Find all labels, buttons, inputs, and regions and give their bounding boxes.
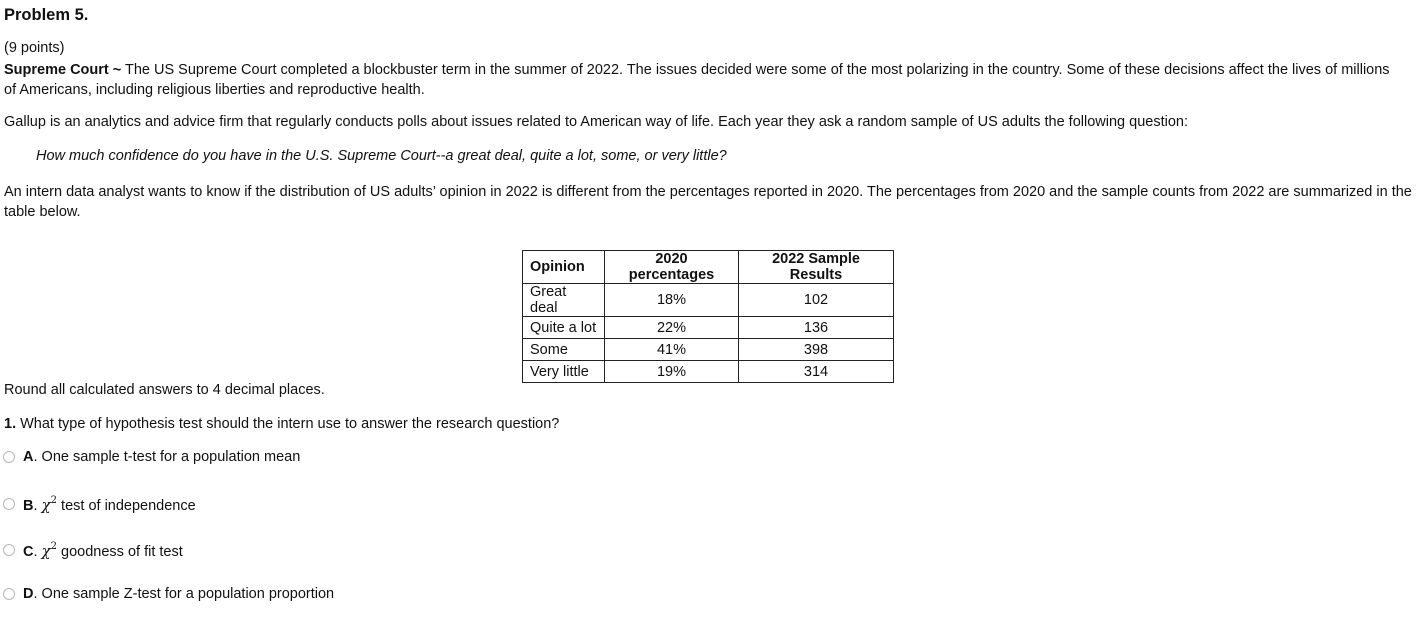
option-letter: B — [23, 497, 34, 514]
chi-superscript: 2 — [50, 540, 58, 552]
option-c[interactable] — [3, 540, 183, 560]
chi-symbol: χ — [41, 541, 51, 560]
table-cell: Some — [523, 339, 605, 361]
points-label: (9 points) — [4, 40, 65, 56]
table-cell: Great deal — [523, 284, 605, 317]
option-b[interactable] — [3, 494, 196, 514]
table-cell: 102 — [739, 284, 894, 317]
option-a-label: A. One sample t-test for a population mean — [23, 449, 301, 465]
option-d[interactable] — [3, 584, 334, 604]
survey-question: How much confidence do you have in the U.S. Supreme Court--a great deal, quite a lot, some, or very little? — [36, 148, 727, 164]
table-row — [523, 284, 894, 317]
radio-button-d[interactable] — [3, 588, 15, 600]
option-text: goodness of fit test — [57, 543, 183, 560]
intro-text: The US Supreme Court completed a blockbuster term in the summer of 2022. The issues decided were some of the most polarizing in the country. Some of these decisions affect the lives of millions of Americans, including religious liberties and reproductive health. — [4, 62, 1390, 98]
option-letter: D — [23, 586, 34, 602]
table-row — [523, 317, 894, 339]
question-number: 1. — [4, 416, 17, 432]
table-cell: 18% — [605, 284, 739, 317]
option-b-label: B. $\chi^2$ test of independence — [23, 494, 196, 514]
table-cell: 398 — [739, 339, 894, 361]
table-header-row — [523, 251, 894, 284]
radio-button-c[interactable] — [3, 544, 15, 556]
table-header: 2020 percentages — [605, 251, 739, 284]
table-row — [523, 361, 894, 383]
rounding-note: Round all calculated answers to 4 decimal places. — [4, 382, 325, 398]
radio-button-b[interactable] — [3, 498, 15, 510]
option-letter: A — [23, 449, 34, 465]
table-cell: 314 — [739, 361, 894, 383]
option-text: One sample Z-test for a population proportion — [41, 586, 335, 602]
option-a[interactable] — [3, 447, 300, 467]
option-c-label: C. $\chi^2$ goodness of fit test — [23, 540, 183, 560]
table-cell: Quite a lot — [523, 317, 605, 339]
table-cell: 136 — [739, 317, 894, 339]
table-row — [523, 339, 894, 361]
table-cell: 19% — [605, 361, 739, 383]
radio-button-a[interactable] — [3, 451, 15, 463]
option-text: test of independence — [57, 497, 196, 514]
table-header: Opinion — [523, 251, 605, 284]
table-cell: 41% — [605, 339, 739, 361]
intro-paragraph — [4, 60, 1404, 100]
analyst-paragraph: An intern data analyst wants to know if the distribution of US adults’ opinion in 2022 is different from the percentages reported in 2020. The percentages from 2020 and the sample counts from 2022 are summarized in the table below. — [4, 184, 1412, 220]
table-cell: 22% — [605, 317, 739, 339]
table-cell: Very little — [523, 361, 605, 383]
option-letter: C — [23, 543, 34, 560]
opinion-table — [522, 250, 894, 383]
problem-title: Problem 5. — [4, 6, 89, 24]
chi-superscript: 2 — [50, 494, 58, 506]
chi-symbol: χ — [41, 495, 51, 514]
question-1 — [4, 416, 559, 432]
option-d-label: D. One sample Z-test for a population proportion — [23, 586, 335, 602]
table-header: 2022 Sample Results — [739, 251, 894, 284]
gallup-paragraph: Gallup is an analytics and advice firm that regularly conducts polls about issues related to American way of life. Each year they ask a random sample of US adults the following question: — [4, 114, 1188, 130]
question-text: What type of hypothesis test should the intern use to answer the research question? — [16, 416, 560, 432]
topic-label: Supreme Court ~ — [4, 62, 122, 78]
option-text: One sample t-test for a population mean — [41, 449, 301, 465]
